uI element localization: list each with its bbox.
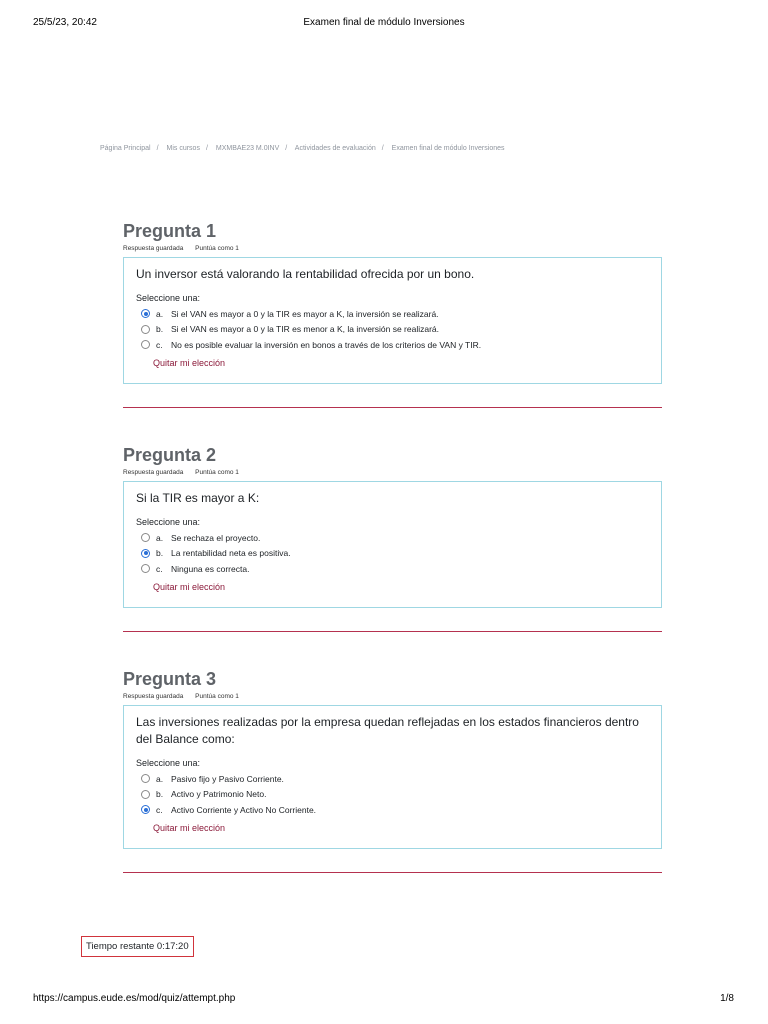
question-score: Puntúa como 1: [195, 245, 239, 252]
radio-checked-icon[interactable]: [141, 309, 150, 318]
question-prompt: Seleccione una:: [136, 293, 201, 303]
option-a[interactable]: [136, 306, 649, 322]
option-letter: b.: [156, 324, 164, 335]
option-text: Activo y Patrimonio Neto.: [171, 789, 267, 800]
print-url: https://campus.eude.es/mod/quiz/attempt.php: [33, 993, 236, 1004]
option-text: Se rechaza el proyecto.: [171, 532, 261, 543]
breadcrumb-current[interactable]: Examen final de módulo Inversiones: [391, 145, 505, 152]
option-letter: b.: [156, 548, 164, 559]
question-divider: [123, 407, 662, 408]
question-meta: [123, 245, 662, 254]
option-b[interactable]: [136, 787, 649, 803]
clear-choice-link[interactable]: Quitar mi elección: [153, 581, 226, 592]
option-a[interactable]: [136, 771, 649, 787]
print-page-number: 1/8: [720, 993, 734, 1004]
option-text: No es posible evaluar la inversión en bonos a través de los criterios de VAN y TIR.: [171, 339, 482, 350]
option-letter: a.: [156, 308, 164, 319]
radio-unchecked-icon[interactable]: [141, 325, 150, 334]
time-remaining-badge: Tiempo restante 0:17:20: [81, 936, 194, 957]
question-text: Un inversor está valorando la rentabilidad ofrecida por un bono.: [136, 267, 475, 281]
option-c[interactable]: [136, 802, 649, 818]
radio-checked-icon[interactable]: [141, 805, 150, 814]
option-letter: c.: [156, 563, 163, 574]
question-prompt: Seleccione una:: [136, 517, 201, 527]
question-status: Respuesta guardada: [123, 469, 184, 476]
clear-choice-link[interactable]: Quitar mi elección: [153, 357, 226, 368]
breadcrumb-home[interactable]: Página Principal: [100, 145, 151, 152]
print-footer: [0, 993, 768, 1007]
option-letter: a.: [156, 773, 164, 784]
question-prompt: Seleccione una:: [136, 758, 201, 768]
option-text: Pasivo fijo y Pasivo Corriente.: [171, 773, 284, 784]
option-text: Activo Corriente y Activo No Corriente.: [171, 804, 317, 815]
option-letter: c.: [156, 339, 163, 350]
option-c[interactable]: [136, 337, 649, 353]
question-divider: [123, 872, 662, 873]
question-2: [123, 445, 662, 608]
question-divider: [123, 631, 662, 632]
option-letter: a.: [156, 532, 164, 543]
question-score: Puntúa como 1: [195, 693, 239, 700]
radio-unchecked-icon[interactable]: [141, 564, 150, 573]
question-1: [123, 221, 662, 384]
option-letter: c.: [156, 804, 163, 815]
radio-unchecked-icon[interactable]: [141, 340, 150, 349]
question-title: Pregunta 3: [123, 669, 217, 689]
question-text: Si la TIR es mayor a K:: [136, 491, 260, 505]
option-text: Si el VAN es mayor a 0 y la TIR es menor a K, la inversión se realizará.: [171, 324, 440, 335]
option-a[interactable]: [136, 530, 649, 546]
question-status: Respuesta guardada: [123, 245, 184, 252]
breadcrumb-my-courses[interactable]: Mis cursos: [166, 145, 200, 152]
question-meta: [123, 469, 662, 478]
question-title: Pregunta 2: [123, 445, 217, 465]
option-b[interactable]: [136, 322, 649, 338]
print-datetime: 25/5/23, 20:42: [33, 17, 97, 28]
radio-unchecked-icon[interactable]: [141, 774, 150, 783]
question-box: [123, 705, 662, 849]
question-meta: [123, 693, 662, 702]
option-c[interactable]: [136, 561, 649, 577]
option-text: Si el VAN es mayor a 0 y la TIR es mayor a K, la inversión se realizará.: [171, 308, 439, 319]
question-3: [123, 669, 662, 849]
option-b[interactable]: [136, 546, 649, 562]
option-text: Ninguna es correcta.: [171, 563, 250, 574]
question-status: Respuesta guardada: [123, 693, 184, 700]
radio-unchecked-icon[interactable]: [141, 790, 150, 799]
print-header: [0, 17, 768, 31]
question-text: Las inversiones realizadas por la empresa quedan reflejadas en los estados financieros dentro del Balance como:: [136, 715, 639, 746]
print-title: Examen final de módulo Inversiones: [303, 17, 465, 28]
question-score: Puntúa como 1: [195, 469, 239, 476]
breadcrumb-course[interactable]: MXMBAE23 M.0INV: [215, 145, 280, 152]
breadcrumb: Página Principal / Mis cursos / MXMBAE23 M.0INV / Actividades de evaluación / Examen final de módulo Inversiones: [100, 145, 505, 152]
radio-unchecked-icon[interactable]: [141, 533, 150, 542]
question-box: [123, 257, 662, 384]
option-letter: b.: [156, 789, 164, 800]
question-title: Pregunta 1: [123, 221, 217, 241]
question-box: [123, 481, 662, 608]
clear-choice-link[interactable]: Quitar mi elección: [153, 822, 226, 833]
breadcrumb-activities[interactable]: Actividades de evaluación: [294, 145, 376, 152]
radio-checked-icon[interactable]: [141, 549, 150, 558]
option-text: La rentabilidad neta es positiva.: [171, 548, 291, 559]
